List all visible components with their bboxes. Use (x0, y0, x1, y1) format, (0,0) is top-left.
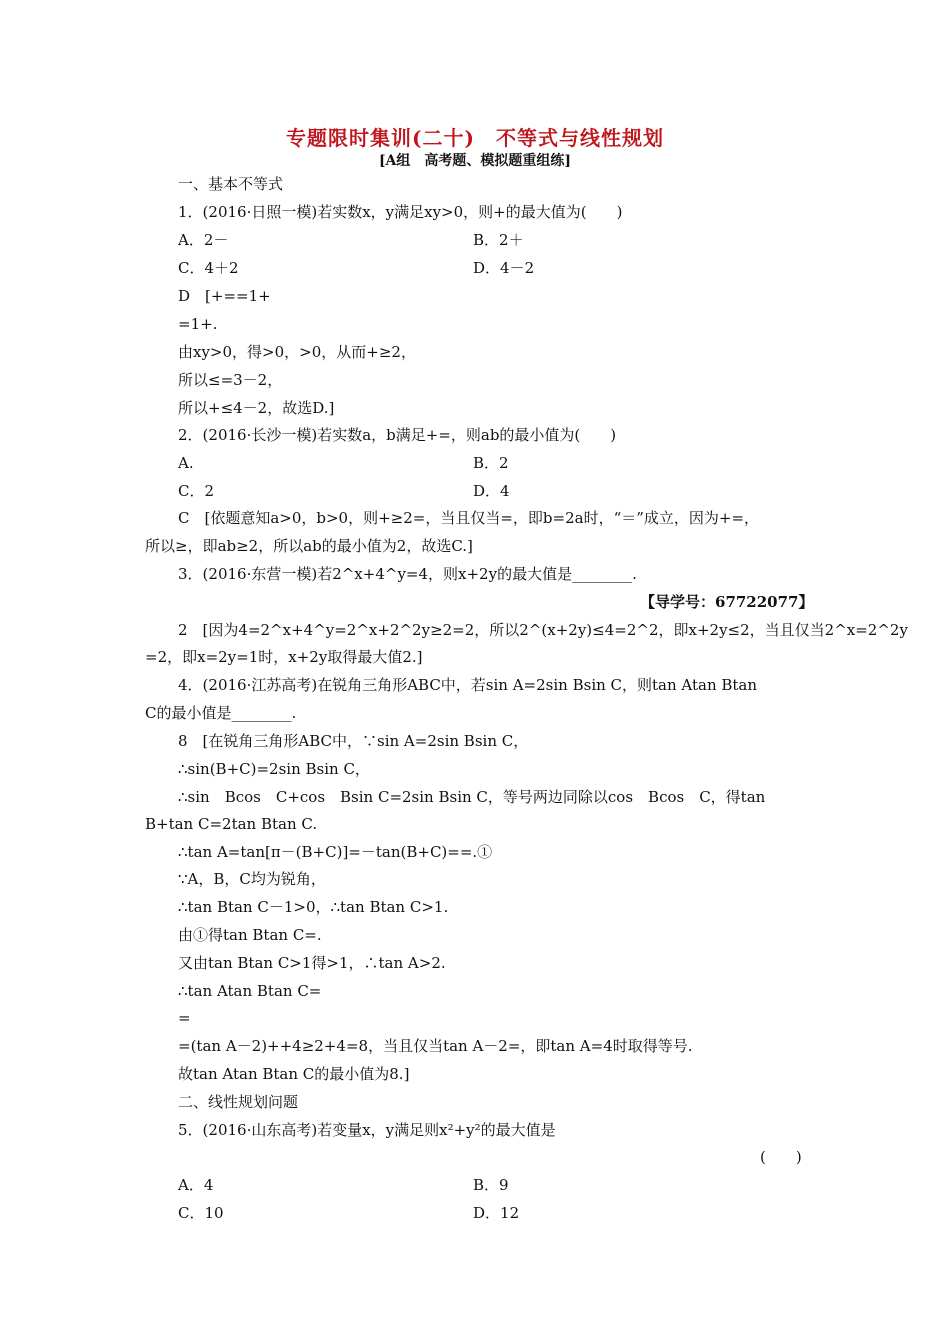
q1-solution-line: D [+==1+ (178, 287, 271, 305)
q2-option-b: B．2 (473, 454, 509, 472)
q1-solution-line: 所以+≤4－2，故选D.] (178, 399, 335, 417)
q5-answer-bracket: ( ) (760, 1148, 802, 1166)
q5-option-d: D．12 (473, 1204, 520, 1222)
q1-solution-line: 所以≤=3－2， (178, 371, 283, 389)
question-3: 3．(2016·东营一模)若2^x+4^y=4，则x+2y的最大值是________. (178, 565, 637, 583)
q2-solution-line: 所以≥，即ab≥2，所以ab的最小值为2，故选C.] (145, 537, 473, 555)
q2-option-d: D．4 (473, 482, 510, 500)
q4-solution-line: ∴tan A=tan[π－(B+C)]=－tan(B+C)==.① (178, 843, 493, 861)
q4-solution-line: =(tan A－2)++4≥2+4=8，当且仅当tan A－2=，即tan A=4时取得等号. (178, 1037, 693, 1055)
group-subtitle: [A组 高考题、模拟题重组练] (378, 153, 572, 169)
guide-number: 【导学号：67722077】 (640, 593, 814, 611)
question-2: 2．(2016·长沙一模)若实数a，b满足+=，则ab的最小值为( ) (178, 426, 617, 444)
q5-option-b: B．9 (473, 1176, 509, 1194)
q5-option-a: A．4 (178, 1176, 214, 1194)
question-4-cont: C的最小值是________. (145, 704, 297, 722)
q4-solution-line: ∴sin(B+C)=2sin Bsin C， (178, 760, 370, 778)
q1-solution-line: 由xy>0，得>0，>0，从而+≥2， (178, 343, 416, 361)
section-heading-linear-programming: 二、线性规划问题 (178, 1093, 299, 1111)
page-title: 专题限时集训(二十) 不等式与线性规划 (286, 126, 664, 150)
q1-solution-line: =1+. (178, 315, 218, 333)
q1-option-d: D．4－2 (473, 259, 535, 277)
q4-solution-line: B+tan C=2tan Btan C. (145, 815, 318, 833)
q4-solution-line: ∴tan Btan C－1>0，∴tan Btan C>1. (178, 898, 449, 916)
question-1: 1．(2016·日照一模)若实数x，y满足xy>0，则+的最大值为( ) (178, 203, 623, 221)
q4-solution-line: 8 [在锐角三角形ABC中，∵sin A=2sin Bsin C， (178, 732, 529, 750)
q1-option-b: B．2＋ (473, 231, 524, 249)
q3-solution-line: =2，即x=2y=1时，x+2y取得最大值2.] (145, 648, 423, 666)
question-4: 4．(2016·江苏高考)在锐角三角形ABC中，若sin A=2sin Bsin C，则tan Atan Btan (178, 676, 758, 694)
q4-solution-line: ∵A，B，C均为锐角， (178, 870, 326, 888)
q4-solution-line: ∴sin Bcos C+cos Bsin C=2sin Bsin C，等号两边同除以cos Bcos C，得tan (178, 788, 766, 806)
question-5: 5．(2016·山东高考)若变量x，y满足则x²+y²的最大值是 (178, 1121, 556, 1139)
q3-solution-line: 2 [因为4=2^x+4^y=2^x+2^2y≥2=2，所以2^(x+2y)≤4=2^2，即x+2y≤2，当且仅当2^x=2^2y (178, 621, 908, 639)
q1-option-a: A．2－ (178, 231, 229, 249)
q4-solution-line: ∴tan Atan Btan C= (178, 982, 322, 1000)
q4-solution-line: 故tan Atan Btan C的最小值为8.] (178, 1065, 410, 1083)
q2-option-a: A. (178, 454, 194, 472)
q4-solution-line: 由①得tan Btan C=. (178, 926, 322, 944)
q5-option-c: C．10 (178, 1204, 224, 1222)
q1-option-c: C．4＋2 (178, 259, 239, 277)
q4-solution-line: 又由tan Btan C>1得>1，∴tan A>2. (178, 954, 446, 972)
q2-option-c: C．2 (178, 482, 215, 500)
q2-solution-line: C [依题意知a>0，b>0，则+≥2=，当且仅当=，即b=2a时，“＝”成立，因为+=， (178, 509, 760, 527)
q4-solution-line: = (178, 1009, 191, 1027)
section-heading-basic-inequality: 一、基本不等式 (178, 175, 284, 193)
